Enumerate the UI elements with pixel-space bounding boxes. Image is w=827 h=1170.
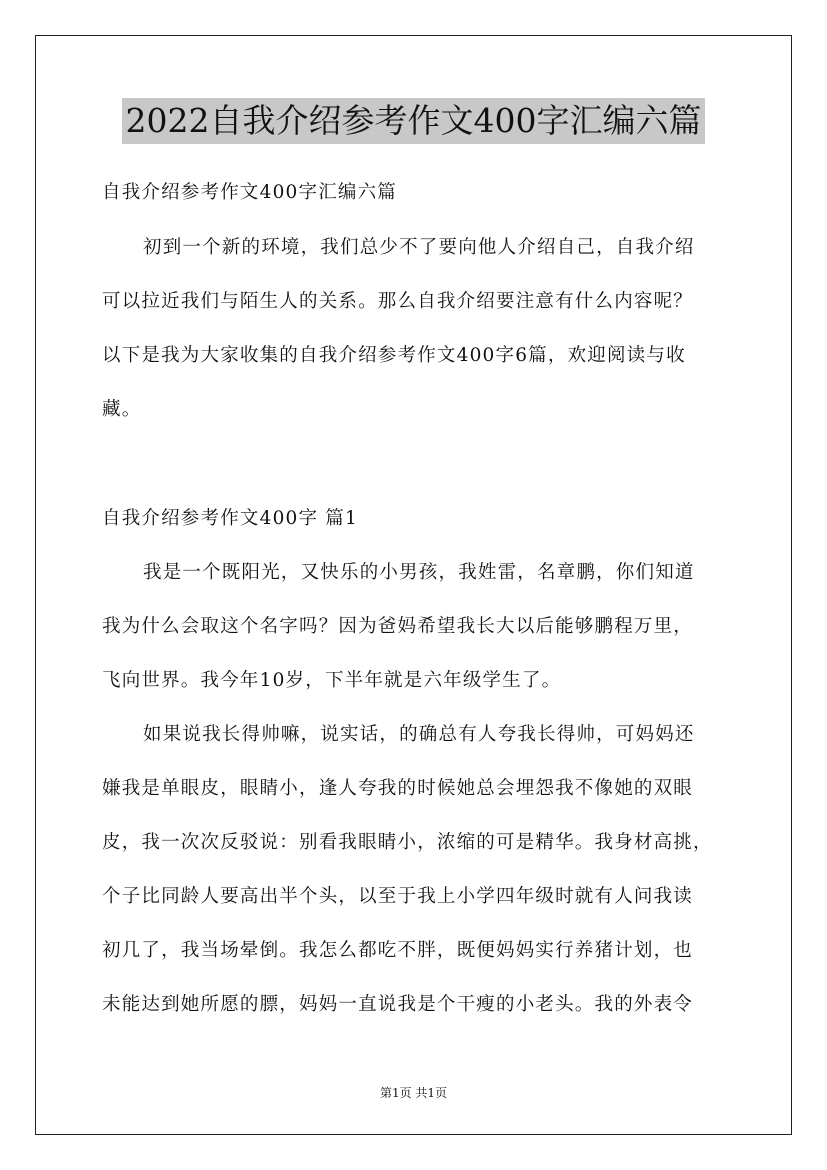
paragraph-line: 未能达到她所愿的膘，妈妈一直说我是个干瘦的小老头。我的外表令 (102, 994, 694, 1015)
paragraph-line: 飞向世界。我今年10岁，下半年就是六年级学生了。 (102, 670, 562, 691)
intro-line: 初到一个新的环境，我们总少不了要向他人介绍自己，自我介绍 (143, 237, 695, 258)
document-subtitle: 自我介绍参考作文400字汇编六篇 (102, 182, 398, 203)
section-heading: 自我介绍参考作文400字 篇1 (102, 508, 358, 529)
paragraph-line: 皮，我一次次反驳说：别看我眼睛小，浓缩的可是精华。我身材高挑， (102, 832, 713, 853)
intro-line: 以下是我为大家收集的自我介绍参考作文400字6篇，欢迎阅读与收 (102, 345, 686, 366)
intro-line: 藏。 (102, 399, 142, 420)
paragraph-line: 嫌我是单眼皮，眼睛小，逢人夸我的时候她总会埋怨我不像她的双眼 (102, 778, 694, 799)
document-title: 2022自我介绍参考作文400字汇编六篇 (122, 98, 706, 144)
paragraph-line: 个子比同龄人要高出半个头，以至于我上小学四年级时就有人问我读 (102, 886, 694, 907)
paragraph-line: 初几了，我当场晕倒。我怎么都吃不胖，既便妈妈实行养猪计划，也 (102, 940, 694, 961)
paragraph-line: 我为什么会取这个名字吗？因为爸妈希望我长大以后能够鹏程万里， (102, 616, 694, 637)
intro-line: 可以拉近我们与陌生人的关系。那么自我介绍要注意有什么内容呢？ (102, 291, 694, 312)
title-container (0, 98, 827, 144)
paragraph-line: 如果说我长得帅嘛，说实话，的确总有人夸我长得帅，可妈妈还 (143, 724, 695, 745)
page-footer: 第1页 共1页 (379, 1086, 448, 1100)
paragraph-line: 我是一个既阳光，又快乐的小男孩，我姓雷，名章鹏，你们知道 (143, 562, 695, 583)
